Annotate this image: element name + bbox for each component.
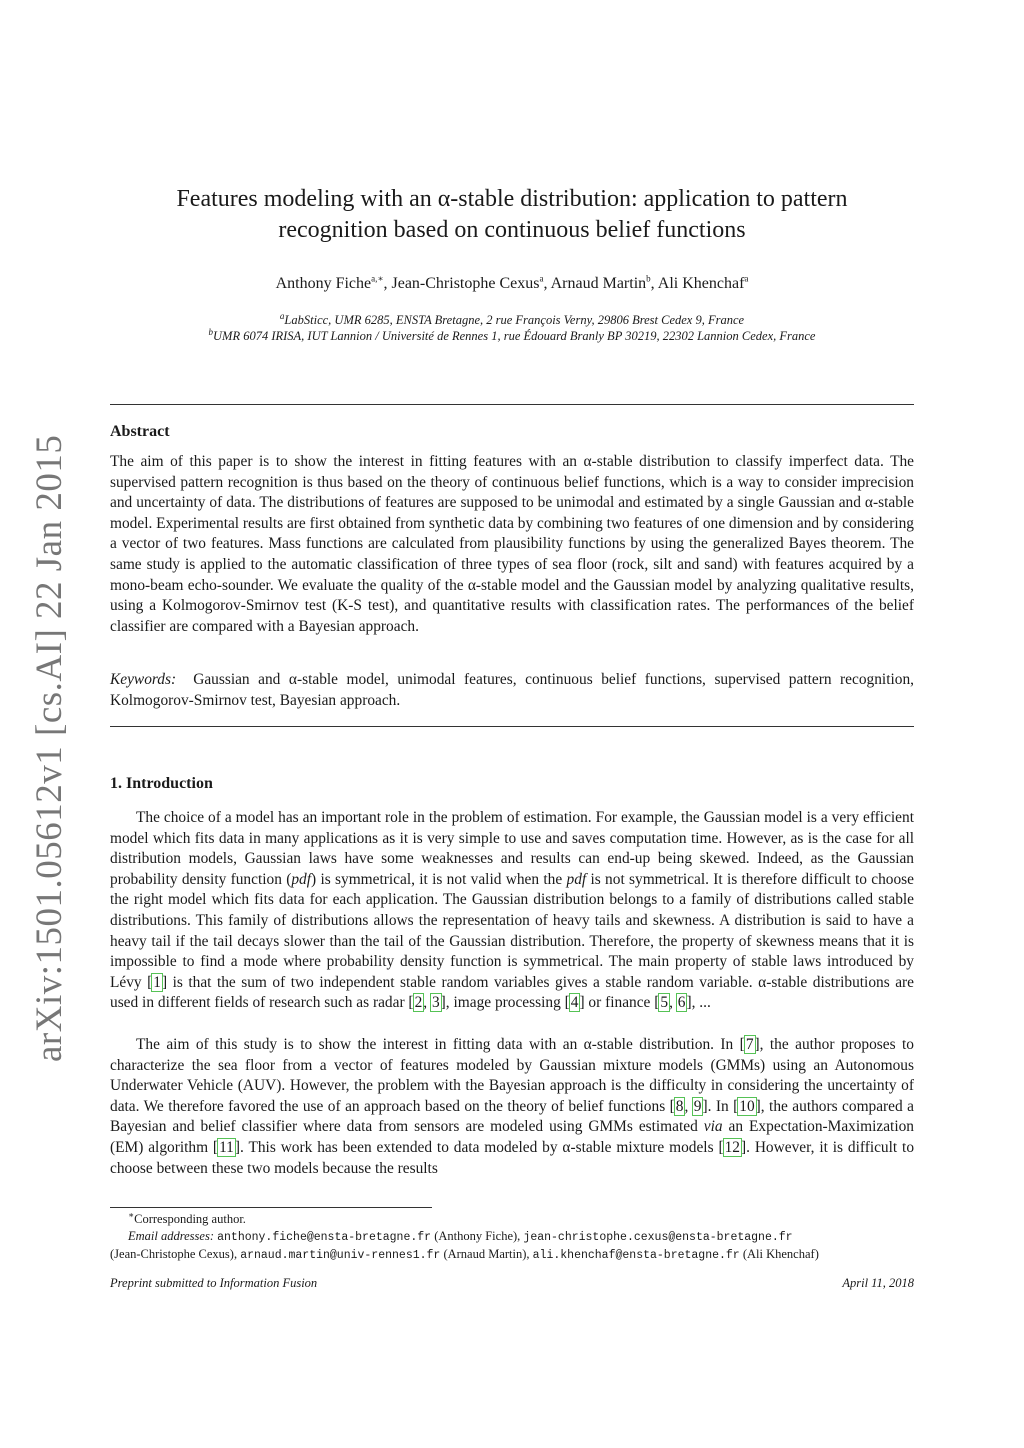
- abstract-text: The aim of this paper is to show the interest in fitting features with an α-stable distribution to classify imperfect data. The supervised pattern recognition is thus based on the theory of continuous belief functions, which is a way to consider imprecision and uncertainty of data. The distributions of features are supposed to be unimodal and estimated by a single Gaussian and α-stable model. Experimental results are first obtained from synthetic data by combining two features of one dimension and by considering a vector of two features. Mass functions are calculated from plausibility functions by using the generalized Bayes theorem. The same study is applied to the automatic classification of three types of sea floor (rock, silt and sand) with features acquired by a mono-beam echo-sounder. We evaluate the quality of the α-stable model and the Gaussian model by analyzing qualitative results, using a Kolmogorov-Smirnov test (K-S test), and quantitative results with classification rates. The performances of the belief classifier are compared with a Bayesian approach.: [110, 453, 914, 635]
- keywords: [110, 670, 914, 711]
- affiliation-text: UMR 6074 IRISA, IUT Lannion / Université de Rennes 1, rue Édouard Branly BP 30219, 22302 Lannion Cedex, France: [213, 329, 816, 343]
- intro-paragraph-2: The aim of this study is to show the interest in fitting data with an α-stable distribution. In [7], the author proposes to characterize the sea floor from a vector of features modeled by Gaussian mixture models (GMMs) using an Autonomous Underwater Vehicle (AUV). However, the problem with the Bayesian approach is the difficulty in considering the uncertainty of data. We therefore favored the use of an approach based on the theory of belief functions [8, 9]. In [10], the authors compared a Bayesian and belief classifier where data from sensors are modeled using GMMs estimated via an Expectation-Maximization (EM) algorithm [11]. This work has been extended to data modeled by α-stable mixture models [12]. However, it is difficult to choose between these two models because the results: [110, 1036, 915, 1177]
- citation-link[interactable]: 8: [675, 1097, 684, 1115]
- email-link[interactable]: ali.khenchaf@ensta-bretagne.fr: [532, 1249, 740, 1262]
- abstract-top-rule: [110, 404, 914, 405]
- affiliations: [110, 312, 914, 344]
- email-label: Email addresses:: [128, 1229, 214, 1243]
- author-affil-mark: a: [744, 273, 749, 284]
- email-link[interactable]: arnaud.martin@univ-rennes1.fr: [240, 1249, 441, 1262]
- citation-link[interactable]: 9: [693, 1097, 702, 1115]
- footer-journal: Preprint submitted to Information Fusion: [110, 1276, 318, 1290]
- citation-link[interactable]: 6: [677, 994, 686, 1012]
- author-separator: ,: [383, 275, 392, 292]
- citation-link[interactable]: 11: [219, 1138, 234, 1156]
- title-line-1: Features modeling with an α-stable distribution: application to pattern: [176, 186, 848, 212]
- abstract-heading: Abstract: [110, 423, 170, 440]
- footnote-rule: [110, 1207, 432, 1208]
- citation-link[interactable]: 1: [153, 973, 161, 991]
- paper-title: [110, 184, 914, 246]
- corresponding-author-note: ∗Corresponding author.: [128, 1209, 246, 1226]
- author-name: Ali Khenchaf: [657, 275, 745, 292]
- author-list: [110, 275, 914, 293]
- author-name: Jean-Christophe Cexus: [391, 275, 540, 292]
- abstract-bottom-rule: [110, 726, 914, 727]
- affiliation-mark: b: [208, 326, 214, 337]
- email-line-1: Email addresses: anthony.fiche@ensta-bretagne.fr (Anthony Fiche), jean-christophe.cexus@ensta-bretagne.fr: [128, 1229, 793, 1244]
- affiliation-a: [110, 312, 914, 328]
- email-link[interactable]: jean-christophe.cexus@ensta-bretagne.fr: [523, 1231, 793, 1244]
- footnotes: [110, 1211, 914, 1264]
- email-line-2: (Jean-Christophe Cexus), arnaud.martin@univ-rennes1.fr (Arnaud Martin), ali.khenchaf@ensta-bretagne.fr (Ali Khenchaf): [110, 1247, 819, 1262]
- author-affil-mark: b: [646, 273, 651, 284]
- author-name: Arnaud Martin: [550, 275, 647, 292]
- affiliation-mark: a: [279, 310, 285, 321]
- affiliation-text: LabSticc, UMR 6285, ENSTA Bretagne, 2 rue François Verny, 29806 Brest Cedex 9, France: [284, 313, 745, 327]
- citation-link[interactable]: 2: [414, 994, 423, 1012]
- author-affil-mark: a: [539, 273, 544, 284]
- citation-link[interactable]: 3: [431, 994, 440, 1012]
- intro-paragraph-1: The choice of a model has an important role in the problem of estimation. For example, the Gaussian model is a very efficient model which fits data in many applications as it is very simple to use and saves computation time. However, as is the case for all distribution models, Gaussian laws have some weaknesses and results can end-up being skewed. Indeed, as the Gaussian probability density function (pdf) is symmetrical, it is not valid when the pdf is not symmetrical. It is therefore difficult to choose the right model which fits data for each application. The Gaussian distribution belongs to a family of distributions called stable distributions. This family of distributions allows the representation of heavy tails and skewness. A distribution is said to have a heavy tail if the tail decays slower than the tail of the Gaussian distribution. Therefore, the property of skewness means that it is impossible to find a mode where probability density function is symmetrical. The main property of stable laws introduced by Lévy [1] is that the sum of two independent stable random variables gives a stable random variable. α-stable distributions are used in different fields of research such as radar [2, 3], image processing [4] or finance [5, 6], ...: [110, 809, 914, 1012]
- author-separator: ,: [543, 275, 551, 292]
- email-link[interactable]: anthony.fiche@ensta-bretagne.fr: [217, 1231, 432, 1244]
- keywords-text: Gaussian and α-stable model, unimodal features, continuous belief functions, supervised pattern recognition, Kolmogorov-Smirnov test, Bayesian approach.: [110, 671, 914, 709]
- introduction-heading: 1. Introduction: [110, 775, 213, 792]
- page-footer: [110, 1276, 914, 1291]
- citation-link[interactable]: 10: [739, 1097, 755, 1115]
- citation-link[interactable]: 7: [745, 1036, 754, 1053]
- citation-link[interactable]: 4: [570, 994, 579, 1012]
- author-affil-mark: a,∗: [371, 273, 384, 284]
- author-separator: ,: [650, 275, 658, 292]
- footer-date: April 11, 2018: [842, 1276, 914, 1290]
- title-line-2: recognition based on continuous belief functions: [278, 217, 746, 243]
- citation-link[interactable]: 5: [660, 994, 669, 1012]
- keywords-label: Keywords:: [110, 671, 177, 688]
- author-name: Anthony Fiche: [275, 275, 372, 292]
- arxiv-identifier-text: arXiv:1501.05612v1 [cs.AI] 22 Jan 2015: [29, 434, 70, 1062]
- affiliation-b: [110, 328, 914, 344]
- citation-link[interactable]: 12: [724, 1138, 740, 1156]
